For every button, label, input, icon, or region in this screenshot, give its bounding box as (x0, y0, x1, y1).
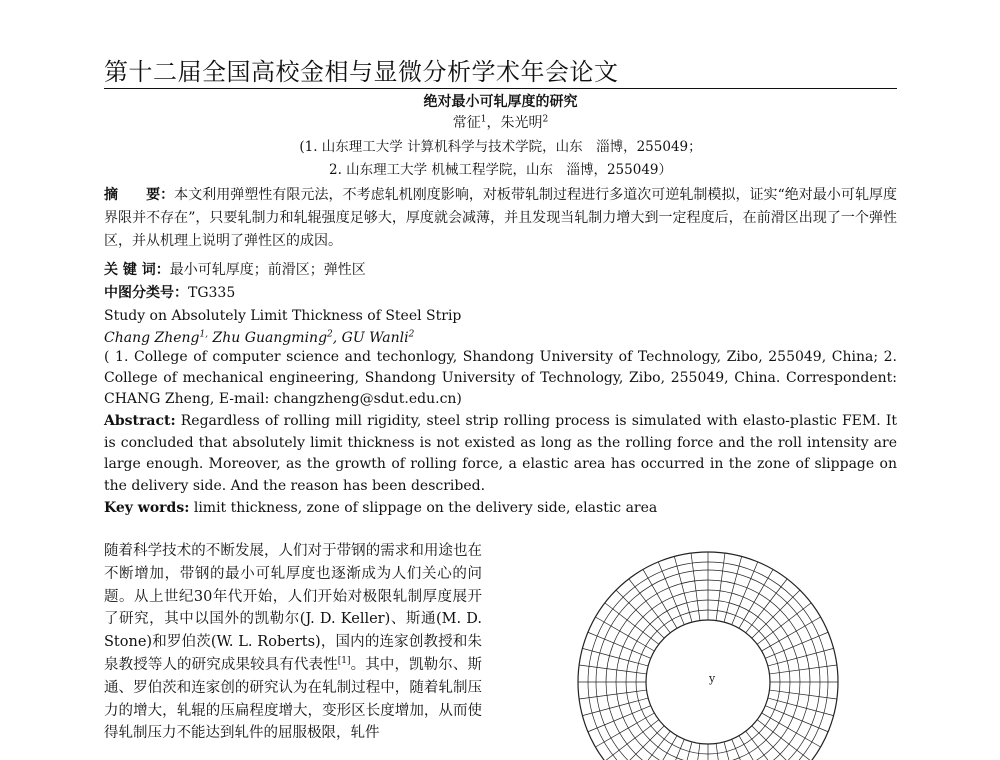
body-text-cn (104, 540, 482, 745)
body-text-part-1: 随着科学技术的不断发展，人们对于带钢的需求和用途也在不断增加，带钢的最小可轧厚度也逐渐成为人们关心的问题。从上世纪30年代开始，人们开始对极限轧制厚度展开了研究，其中以国外的凯勒尔(J. D. Keller)、斯通(M. D. Stone)和罗伯茨(W. L. Roberts)，国内的连家创教授和朱泉教授等人的研究成果较具有代表性 (104, 543, 482, 673)
affiliation-cn-1: (1. 山东理工大学 计算机科学与技术学院，山东 淄博，255049； (299, 139, 702, 155)
figure-mark: y (709, 672, 716, 685)
mesh-spoke (629, 731, 670, 760)
mesh-spoke (674, 556, 692, 622)
mesh-spoke (769, 690, 836, 699)
abstract-cn (104, 184, 897, 253)
clc-text: TG335 (188, 285, 236, 301)
mesh-spoke (588, 632, 651, 658)
mesh-spoke (752, 590, 800, 638)
citation-ref: [1] (337, 656, 351, 667)
mesh-spoke (769, 665, 836, 674)
author-2-cn: 朱光明 (500, 115, 543, 131)
mesh-spoke (588, 706, 651, 732)
author-3-en-sup: 2 (408, 329, 415, 340)
fem-mesh-diagram (574, 540, 854, 760)
mesh-spoke (691, 743, 700, 760)
mesh-spoke (732, 562, 758, 625)
mesh-spoke (579, 690, 646, 699)
keywords-cn (104, 259, 897, 282)
author-2-en-sup: 2 (327, 329, 333, 340)
author-2-sup: 2 (542, 114, 549, 125)
keywords-en-label: Key words: (104, 500, 190, 516)
author-separator: ， (486, 115, 501, 131)
abstract-en-label: Abstract: (104, 413, 176, 429)
keywords-en-text: limit thickness, zone of slippage on the delivery side, elastic area (189, 500, 658, 516)
mesh-lines (578, 552, 838, 760)
mesh-spoke (768, 648, 834, 666)
keywords-cn-label: 关 键 词： (104, 262, 170, 278)
mesh-spoke (582, 698, 648, 716)
mesh-spoke (746, 731, 787, 760)
abstract-cn-text: 本文利用弹塑性有限元法，不考虑轧机刚度影响，对板带轧制过程进行多道次可逆轧制模拟，证实“绝对最小可轧厚度界限并不存在”，只要轧制力和轧辊强度足够大，厚度就会减薄，并且发现当轧制力增大到一定程度后，在前滑区出现了一个弹性区，并从机理上说明了弹性区的成因。 (104, 187, 898, 249)
mesh-spoke (616, 590, 664, 638)
authors-cn (104, 113, 897, 133)
affiliation-en: ( 1. College of computer science and techonlogy, Shandong University of Technology, Zibo, 255049, China; 2. College of mechanical engineering, Shandong University of Technology, Zibo, 255049, China. Correspondent: CHANG Zheng, E-mail: changzheng@sdut.edu.cn) (104, 349, 897, 407)
author-1-en-sup: 1, (199, 329, 209, 340)
mesh-spoke (582, 648, 648, 666)
mesh-spoke (579, 665, 646, 674)
body-text-part-2: 。其中，凯勒尔、斯通、罗伯茨和连家创的研究认为在轧制过程中，随着轧制压力的增大，轧辊的压扁程度增大，变形区长度增加，从而使得轧制压力不能达到轧件的屈服极限，轧件 (104, 656, 483, 742)
conference-header: 第十二届全国高校金相与显微分析学术年会论文 (104, 58, 619, 86)
clc-number (104, 282, 897, 305)
mesh-spoke (739, 736, 773, 760)
mesh-spoke (765, 632, 828, 658)
mesh-spoke (724, 556, 742, 622)
keywords-en (104, 497, 897, 520)
mesh-spoke (716, 743, 725, 760)
mesh-spoke (691, 553, 700, 620)
author-2-en: Zhu Guangming (208, 330, 328, 346)
paper-title-cn: 绝对最小可轧厚度的研究 (423, 94, 578, 110)
mesh-spoke (643, 736, 677, 760)
paper-title-en: Study on Absolutely Limit Thickness of Steel Strip (104, 308, 462, 324)
abstract-en (104, 411, 897, 497)
mesh-spoke (658, 562, 684, 625)
mesh-spoke (768, 698, 834, 716)
author-1-en: Chang Zheng (104, 330, 200, 346)
abstract-en-text: Regardless of rolling mill rigidity, steel strip rolling process is simulated with elasto-plastic FEM. It is concluded that absolutely limit thickness is not existed as long as the rolling force and the roll intensity are large enough. Moreover, as the growth of rolling force, a elastic area has occurred in the zone of slippage on the delivery side. And the reason has been described. (104, 413, 897, 494)
author-1-cn: 常征 (452, 115, 481, 131)
keywords-cn-text: 最小可轧厚度；前滑区；弹性区 (169, 262, 366, 278)
mesh-spoke (765, 706, 828, 732)
fem-mesh-figure (574, 540, 854, 760)
author-1-sup: 1 (480, 114, 487, 125)
author-3-en: , GU Wanli (332, 330, 409, 346)
mesh-ring (626, 600, 790, 760)
header-rule (104, 88, 897, 89)
affiliation-cn-2: 2. 山东理工大学 机械工程学院，山东 淄博，255049） (329, 162, 672, 178)
mesh-ring (646, 620, 770, 744)
mesh-spoke (716, 553, 725, 620)
clc-label: 中图分类号： (104, 285, 188, 301)
abstract-cn-label: 摘 要： (104, 187, 175, 203)
